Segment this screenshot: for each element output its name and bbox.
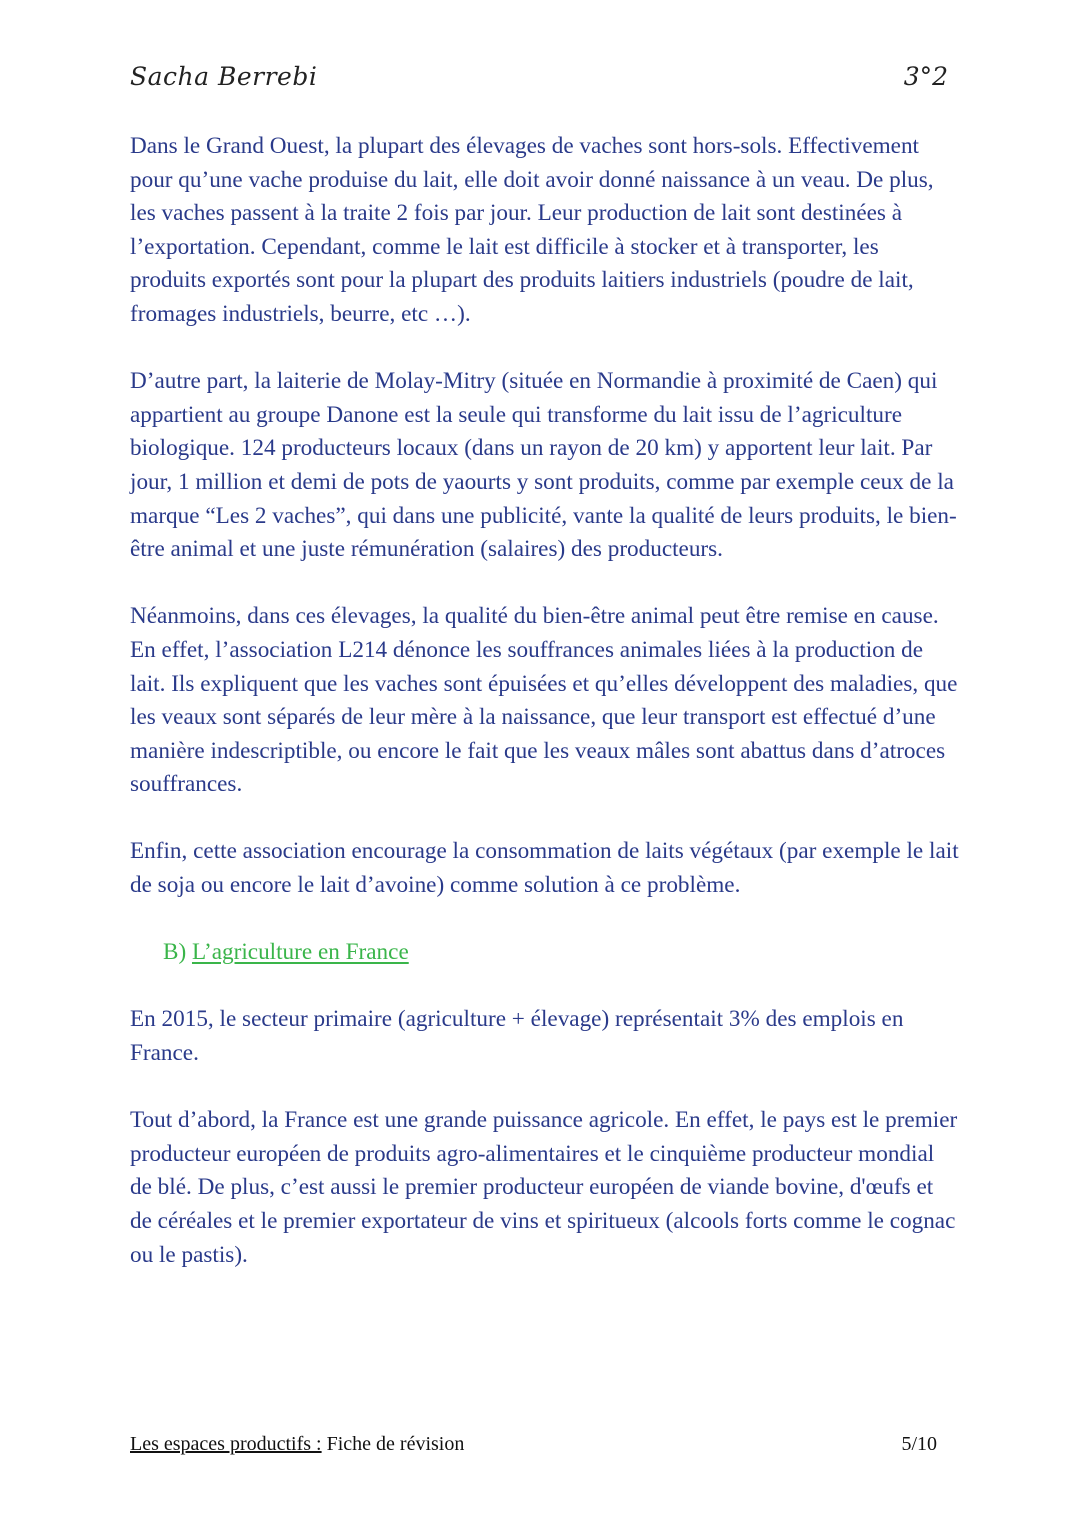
footer-subtitle: Fiche de révision [321,1433,465,1455]
footer-title: Les espaces productifs : [130,1433,322,1455]
section-prefix: B) [163,939,192,966]
author-name: Sacha Berrebi [130,62,318,91]
class-label: 3°2 [903,62,948,91]
section-title: L’agriculture en France [191,939,409,966]
paragraph-laits-vegetaux: Enfin, cette association encourage la consommation de laits végétaux (par exemple le lait de soja ou encore le lait d’avoine) comme solution à ce problème. [130,838,959,899]
section-heading [163,936,960,970]
paragraph-puissance-agricole: Tout d’abord, la France est une grande puissance agricole. En effet, le pays est le premier producteur européen de produits agro-alimentaires et le cinquième producteur mondial de blé. De plus, c’est aussi le premier producteur européen de viande bovine, d'œufs et de céréales et le premier exportateur de vins et spiritueux (alcools forts comme le cognac ou le pastis). [130,1107,958,1268]
footer-doc-title [130,1433,464,1456]
paragraph-laiterie: D’autre part, la laiterie de Molay-Mitry (située en Normandie à proximité de Caen) qui appartient au groupe Danone est la seule qui transforme du lait issu de l’agriculture biologique. 124 producteurs locaux (dans un rayon de 20 km) y apportent leur lait. Par jour, 1 million et demi de pots de yaourts y sont produits, comme par exemple ceux de la marque “Les 2 vaches”, qui dans une publicité, vante la qualité de leurs produits, le bien-être animal et une juste rémunération (salaires) des producteurs. [130,368,957,563]
page-content [130,130,960,1306]
paragraph-grand-ouest: Dans le Grand Ouest, la plupart des élevages de vaches sont hors-sols. Effectivement pour qu’une vache produise du lait, elle doit avoir donné naissance à un veau. De plus, les vaches passent à la traite 2 fois par jour. Leur production de lait sont destinées à l’exportation. Cependant, comme le lait est difficile à stocker et à transporter, les produits exportés sont pour la plupart des produits laitiers industriels (poudre de lait, fromages industriels, beurre, etc …). [130,133,934,327]
paragraph-l214: Néanmoins, dans ces élevages, la qualité du bien-être animal peut être remise en cause. En effet, l’association L214 dénonce les souffrances animales liées à la production de lait. Ils expliquent que les vaches sont épuisées et qu’elles développent des maladies, que les veaux sont séparés de leur mère à la naissance, que leur transport est effectué d’une manière indescriptible, ou encore le fait que les veaux mâles sont abattus dans d’atroces souffrances. [130,603,958,798]
page-number: 5/10 [901,1433,937,1455]
paragraph-secteur-primaire: En 2015, le secteur primaire (agriculture + élevage) représentait 3% des emplois en France. [130,1006,904,1067]
